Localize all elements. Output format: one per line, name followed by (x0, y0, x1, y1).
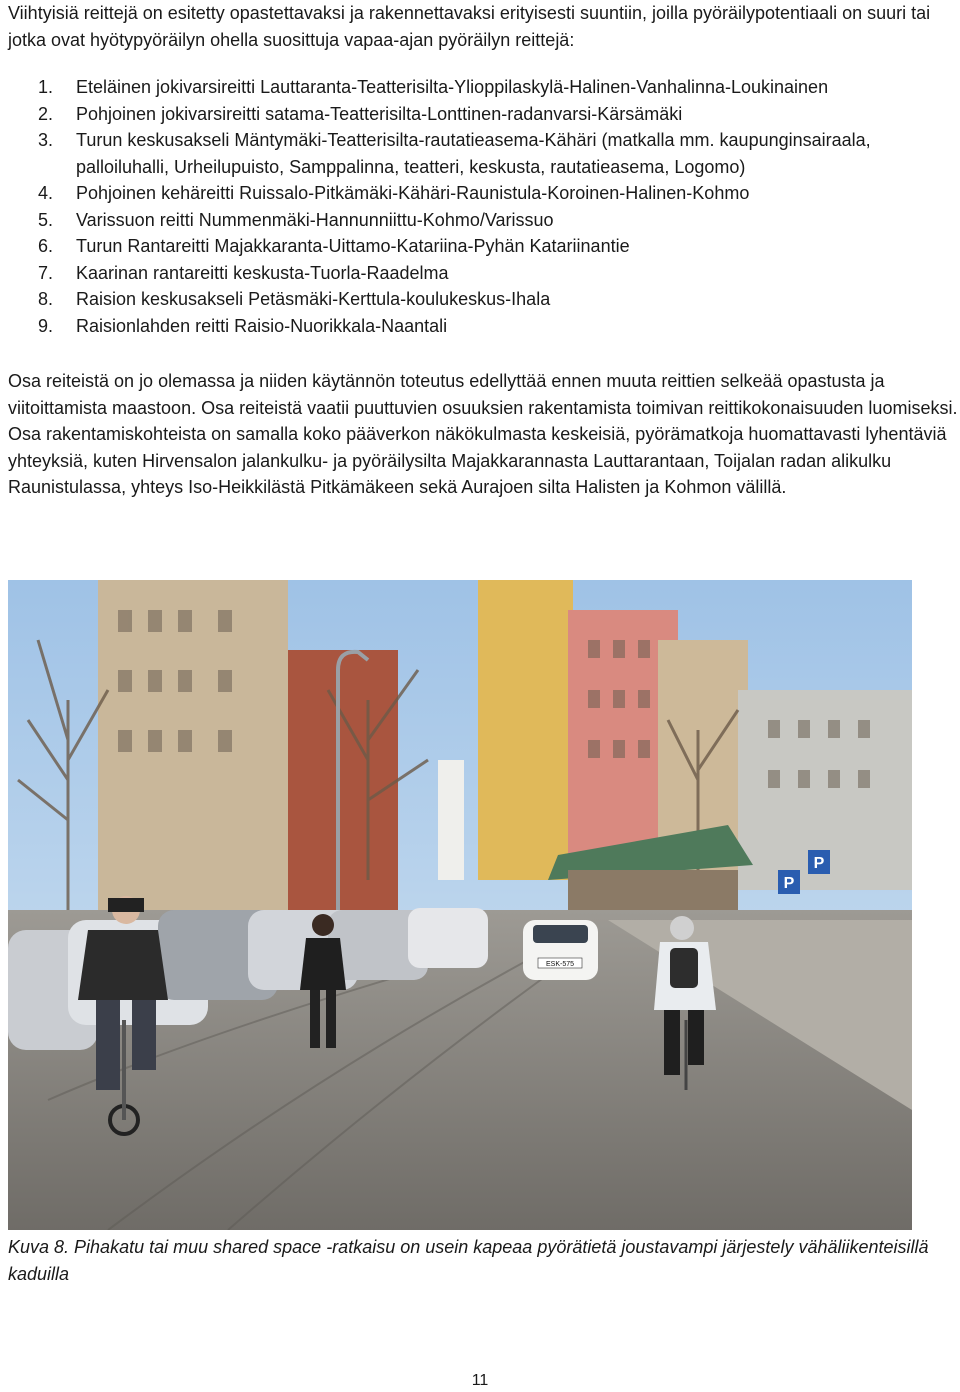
list-number: 1. (38, 77, 54, 97)
list-item (8, 101, 958, 128)
list-item-text: Turun Rantareitti Majakkaranta-Uittamo-Katariina-Pyhän Katariinantie (76, 236, 630, 256)
license-plate-text: ESK-575 (545, 961, 575, 968)
building-brick (288, 650, 398, 910)
list-number: 2. (38, 103, 54, 124)
body-paragraph: Osa reiteistä on jo olemassa ja niiden käytännön toteutus edellyttää ennen muuta reittien selkeää opastusta ja viitoittamista maastoon. Osa reiteistä vaatii puuttuvien osuuksien rakentamista toimivan reittikokonaisuuden luomiseksi. Osa rakentamiskohteista on samalla koko pääverkon näkökulmasta keskeisiä, pyörämatkoja huomattavasti lyhentäviä yhteyksiä, kuten Hirvensalon jalankulku- ja pyöräilysilta Majakkarannasta Lauttarantaan, Toijalan radan alikulku Raunistulassa, yhteys Iso-Heikkilästä Pitkämäkeen sekä Aurajoen silta Halisten ja Kohmon välillä. (8, 371, 958, 497)
list-item-text: Turun keskusakseli Mäntymäki-Teatterisilta-rautatieasema-Kähäri (matkalla mm. kaupunginsairaala, palloiluhalli, Urheilupuisto, Samppalinna, teatteri, keskusta, rautatieasema, Logomo) (76, 130, 871, 177)
list-item-text: Pohjoinen kehäreitti Ruissalo-Pitkämäki-Kähäri-Raunistula-Koroinen-Halinen-Kohmo (76, 183, 750, 203)
page-number: 11 (471, 1372, 489, 1389)
list-item (8, 127, 958, 180)
car-windshield (533, 925, 588, 943)
list-item (8, 233, 958, 260)
list-item-text: Pohjoinen jokivarsireitti satama-Teatterisilta-Lonttinen-radanvarsi-Kärsämäki (76, 103, 683, 124)
list-item (8, 180, 958, 207)
list-item (8, 260, 958, 287)
list-item-text: Kaarinan rantareitti keskusta-Tuorla-Raadelma (76, 262, 449, 283)
list-item-text: Raisionlahden reitti Raisio-Nuorikkala-Naantali (76, 315, 448, 336)
list-number: 5. (38, 209, 54, 230)
list-item (8, 313, 958, 340)
list-item (8, 286, 958, 313)
route-list (8, 74, 958, 339)
list-item (8, 74, 958, 101)
list-item-text: Raision keskusakseli Petäsmäki-Kerttula-koulukeskus-Ihala (76, 289, 551, 309)
street-photo (8, 580, 912, 1230)
intro-paragraph: Viihtyisiä reittejä on esitetty opastettavaksi ja rakennettavaksi erityisesti suuntiin, joilla pyöräilypotentiaali on suuri tai jotka ovat hyötypyöräilyn ohella suosittuja vapaa-ajan pyöräilyn reittejä: (8, 3, 931, 50)
list-number: 6. (38, 236, 54, 256)
list-item (8, 207, 958, 234)
list-item-text: Varissuon reitti Nummenmäki-Hannunniittu-Kohmo/Varissuo (76, 209, 554, 230)
list-number: 8. (38, 289, 54, 309)
figure-caption: Kuva 8. Pihakatu tai muu shared space -ratkaisu on usein kapeaa pyörätietä joustavampi järjestely vähäliikenteisillä kaduilla (8, 1237, 929, 1284)
list-item-text: Eteläinen jokivarsireitti Lauttaranta-Teatterisilta-Ylioppilaskylä-Halinen-Vanhalinna-Loukinainen (76, 77, 829, 97)
kiosk (568, 870, 738, 910)
list-number: 3. (38, 130, 54, 150)
parking-sign-letter: P (783, 875, 795, 892)
parking-sign-letter: P (813, 855, 825, 872)
list-number: 4. (38, 183, 54, 203)
list-number: 7. (38, 262, 54, 283)
list-number: 9. (38, 315, 54, 336)
building-yellow (478, 580, 573, 880)
white-tower (438, 760, 464, 880)
